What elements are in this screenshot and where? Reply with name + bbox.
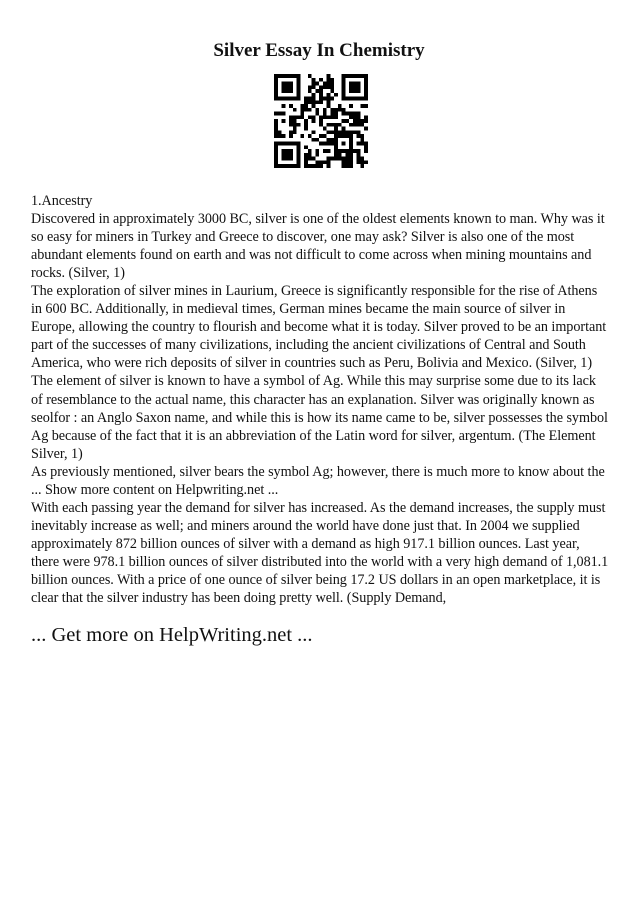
section-heading-ancestry: 1.Ancestry — [31, 193, 93, 209]
document-title: Silver Essay In Chemistry — [213, 40, 425, 61]
paragraph: The element of silver is known to have a symbol of Ag. While this may surprise some due to its lack of resemblance to the actual name, this character has an explanation. Silver was originally known as seolfor : an Anglo Saxon name, and while this is how its name came to be, silver possesses the symbol Ag because of the fact that it is an abbreviation of the Latin word for silver, argentum. (The Element Silver, 1) — [31, 373, 608, 462]
get-more-link[interactable]: ... Get more on HelpWriting.net ... — [31, 624, 313, 646]
paragraph: Discovered in approximately 3000 BC, silver is one of the oldest elements known to man. Why was it so easy for miners in Turkey and Greece to discover, one may ask? Silver is also one of the most abundant elements found on earth and was not difficult to come across when mining mountains and rocks. (Silver, 1) — [31, 211, 605, 282]
qr-code-icon — [274, 74, 368, 168]
paragraph: The exploration of silver mines in Laurium, Greece is significantly responsible for the rise of Athens in 600 BC. Additionally, in medieval times, German mines became the main source of silver in Europe, allowing the country to flourish and become what it is today. Silver proved to be an important part of the successes of many civilizations, including the ancient civilizations of Central and South America, who were rich deposits of silver in countries such as Peru, Bolivia and Mexico. (Silver, 1) — [31, 283, 607, 372]
paragraph: With each passing year the demand for silver has increased. As the demand increases, the supply must inevitably increase as well; and miners around the world have done just that. In 2004 we supplied approximately 872 billion ounces of silver with a demand as high 917.1 billion ounces. Last year, there were 978.1 billion ounces of silver distributed into the world with a very high demand of 1,081.1 billion ounces. With a price of one ounce of silver being 17.2 US dollars in an open marketplace, it is clear that the silver industry has been doing pretty well. (Supply Demand, — [31, 499, 609, 607]
essay-body — [31, 192, 611, 607]
paragraph-show-more: As previously mentioned, silver bears the symbol Ag; however, there is much more to know about the ... Show more content on Helpwriting.net ... — [31, 463, 605, 498]
